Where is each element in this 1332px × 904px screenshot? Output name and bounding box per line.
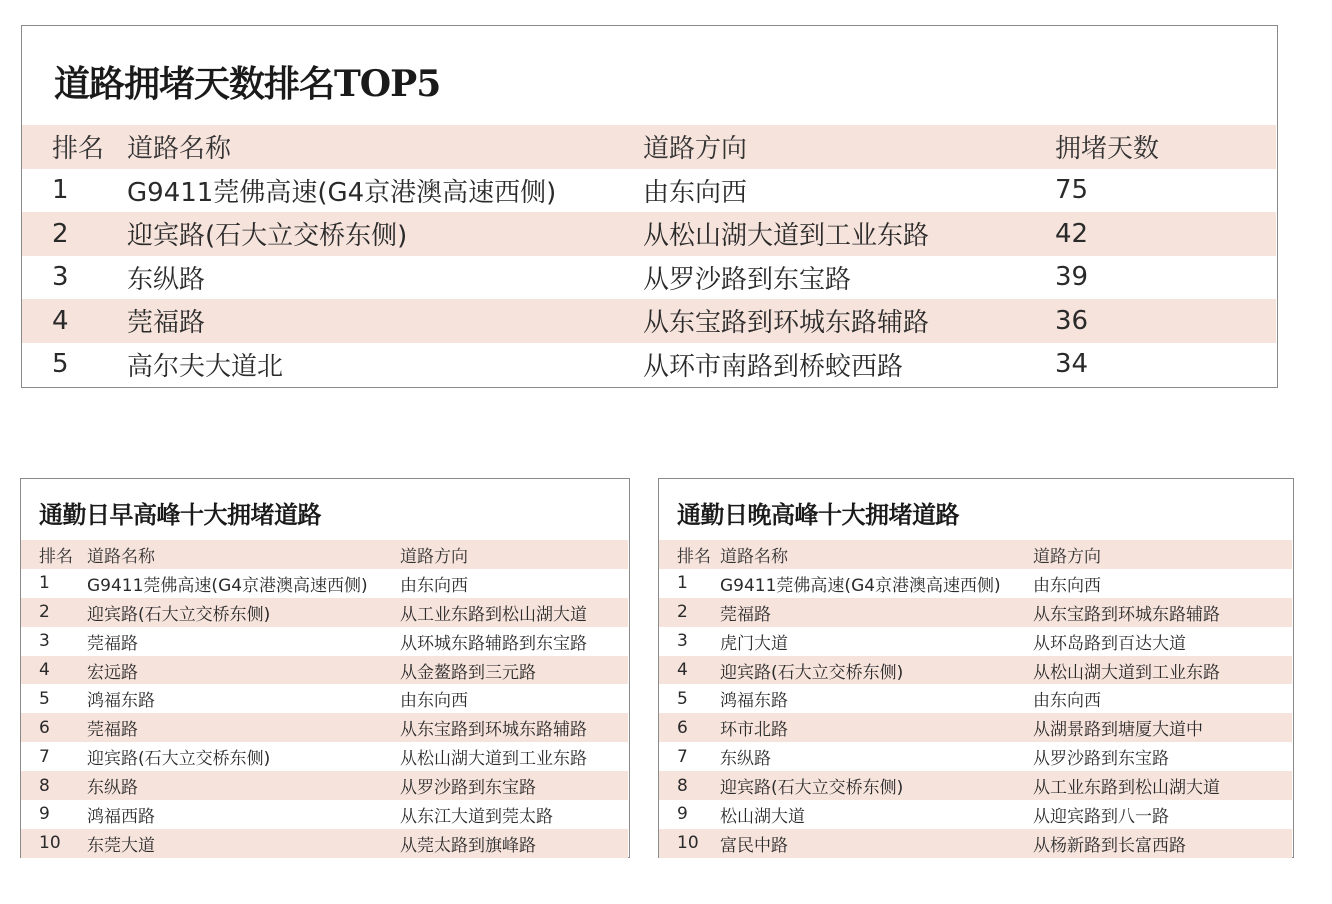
header-direction: 道路方向 bbox=[643, 134, 748, 165]
cell-road: 松山湖大道 bbox=[720, 806, 805, 827]
cell-direction: 由东向西 bbox=[1033, 691, 1101, 712]
cell-road: 莞福路 bbox=[720, 604, 771, 625]
cell-direction: 从罗沙路到东宝路 bbox=[400, 778, 536, 799]
cell-direction: 从罗沙路到东宝路 bbox=[643, 264, 852, 295]
cell-rank: 9 bbox=[39, 804, 50, 825]
morning-table bbox=[21, 540, 628, 858]
top5-title: 道路拥堵天数排名TOP5 bbox=[54, 63, 441, 105]
cell-days: 34 bbox=[1055, 349, 1089, 380]
table-row bbox=[22, 169, 1276, 213]
header-road: 道路名称 bbox=[720, 546, 788, 567]
table-row bbox=[659, 598, 1292, 627]
morning-header-row bbox=[21, 540, 628, 569]
cell-rank: 2 bbox=[39, 602, 50, 623]
cell-direction: 从环岛路到百达大道 bbox=[1033, 633, 1186, 654]
table-row bbox=[22, 299, 1276, 343]
cell-road: 宏远路 bbox=[87, 662, 138, 683]
top5-congestion-panel bbox=[21, 25, 1278, 388]
table-row bbox=[659, 800, 1292, 829]
cell-rank: 10 bbox=[677, 833, 699, 854]
cell-road: 鸿福西路 bbox=[87, 806, 155, 827]
cell-road: 迎宾路(石大立交桥东侧) bbox=[127, 221, 408, 252]
cell-rank: 5 bbox=[677, 688, 688, 709]
cell-road: 迎宾路(石大立交桥东侧) bbox=[87, 749, 271, 770]
evening-title: 通勤日晚高峰十大拥堵道路 bbox=[677, 500, 959, 529]
cell-direction: 从金鳌路到三元路 bbox=[400, 662, 536, 683]
cell-road: 莞福路 bbox=[87, 633, 138, 654]
cell-rank: 3 bbox=[39, 631, 50, 652]
cell-direction: 从工业东路到松山湖大道 bbox=[400, 604, 587, 625]
table-row bbox=[21, 656, 628, 685]
cell-rank: 7 bbox=[677, 746, 688, 767]
cell-road: 虎门大道 bbox=[720, 633, 788, 654]
cell-rank: 3 bbox=[677, 631, 688, 652]
cell-direction: 从工业东路到松山湖大道 bbox=[1033, 778, 1220, 799]
table-row bbox=[659, 771, 1292, 800]
table-row bbox=[21, 800, 628, 829]
cell-rank: 6 bbox=[39, 717, 50, 738]
cell-road: 迎宾路(石大立交桥东侧) bbox=[87, 604, 271, 625]
table-row bbox=[22, 343, 1276, 387]
cell-rank: 3 bbox=[52, 262, 69, 293]
header-rank: 排名 bbox=[52, 134, 105, 165]
cell-road: 环市北路 bbox=[720, 720, 788, 741]
cell-road: G9411莞佛高速(G4京港澳高速西侧) bbox=[127, 177, 557, 208]
table-row bbox=[21, 569, 628, 598]
table-row bbox=[659, 656, 1292, 685]
cell-road: 迎宾路(石大立交桥东侧) bbox=[720, 778, 904, 799]
cell-road: 东纵路 bbox=[87, 778, 138, 799]
cell-rank: 2 bbox=[677, 602, 688, 623]
table-row bbox=[21, 771, 628, 800]
table-row bbox=[659, 829, 1292, 858]
morning-title: 通勤日早高峰十大拥堵道路 bbox=[39, 500, 321, 529]
header-direction: 道路方向 bbox=[1033, 546, 1101, 567]
table-row bbox=[21, 829, 628, 858]
cell-days: 36 bbox=[1055, 305, 1089, 336]
cell-rank: 6 bbox=[677, 717, 688, 738]
cell-road: 莞福路 bbox=[127, 308, 206, 339]
cell-road: 迎宾路(石大立交桥东侧) bbox=[720, 662, 904, 683]
cell-rank: 2 bbox=[52, 218, 69, 249]
cell-rank: 8 bbox=[39, 775, 50, 796]
cell-rank: 4 bbox=[39, 660, 50, 680]
cell-direction: 由东向西 bbox=[643, 177, 748, 208]
header-direction: 道路方向 bbox=[400, 546, 468, 567]
table-row bbox=[21, 742, 628, 771]
cell-direction: 从东宝路到环城东路辅路 bbox=[400, 720, 587, 741]
cell-road: 富民中路 bbox=[720, 835, 788, 856]
cell-days: 39 bbox=[1055, 262, 1089, 293]
cell-direction: 从东宝路到环城东路辅路 bbox=[1033, 604, 1220, 625]
cell-days: 42 bbox=[1055, 218, 1089, 249]
cell-direction: 由东向西 bbox=[1033, 575, 1101, 596]
header-days: 拥堵天数 bbox=[1055, 134, 1160, 165]
table-row bbox=[22, 212, 1276, 256]
cell-road: 东莞大道 bbox=[87, 835, 155, 856]
table-row bbox=[659, 627, 1292, 656]
evening-header-row bbox=[659, 540, 1292, 569]
cell-direction: 从松山湖大道到工业东路 bbox=[1033, 662, 1220, 683]
header-rank: 排名 bbox=[39, 546, 73, 567]
cell-road: 东纵路 bbox=[127, 264, 206, 295]
cell-direction: 从环城东路辅路到东宝路 bbox=[400, 633, 587, 654]
cell-direction: 从迎宾路到八一路 bbox=[1033, 806, 1169, 827]
cell-rank: 5 bbox=[52, 349, 69, 380]
cell-rank: 1 bbox=[677, 573, 688, 594]
cell-rank: 8 bbox=[677, 775, 688, 796]
cell-rank: 7 bbox=[39, 746, 50, 767]
cell-direction: 由东向西 bbox=[400, 691, 468, 712]
cell-road: 东纵路 bbox=[720, 749, 771, 770]
top5-table bbox=[22, 125, 1276, 386]
top5-header-row bbox=[22, 125, 1276, 169]
cell-direction: 由东向西 bbox=[400, 575, 468, 596]
cell-rank: 10 bbox=[39, 833, 61, 854]
cell-rank: 4 bbox=[52, 305, 69, 336]
table-row bbox=[21, 713, 628, 742]
table-row bbox=[659, 713, 1292, 742]
table-row bbox=[659, 569, 1292, 598]
header-road: 道路名称 bbox=[127, 134, 232, 165]
header-road: 道路名称 bbox=[87, 546, 155, 567]
table-row bbox=[21, 598, 628, 627]
cell-rank: 5 bbox=[39, 688, 50, 709]
evening-table bbox=[659, 540, 1292, 858]
cell-rank: 9 bbox=[677, 804, 688, 825]
cell-direction: 从东江大道到莞太路 bbox=[400, 806, 553, 827]
table-row bbox=[659, 742, 1292, 771]
cell-days: 75 bbox=[1055, 175, 1089, 206]
cell-road: 鸿福东路 bbox=[720, 691, 788, 712]
cell-road: 高尔夫大道北 bbox=[127, 351, 284, 382]
cell-road: 鸿福东路 bbox=[87, 691, 155, 712]
cell-direction: 从莞太路到旗峰路 bbox=[400, 835, 536, 856]
table-row bbox=[21, 627, 628, 656]
table-row bbox=[22, 256, 1276, 300]
cell-direction: 从杨新路到长富西路 bbox=[1033, 835, 1186, 856]
cell-direction: 从东宝路到环城东路辅路 bbox=[643, 308, 930, 339]
cell-road: G9411莞佛高速(G4京港澳高速西侧) bbox=[87, 575, 368, 596]
cell-direction: 从松山湖大道到工业东路 bbox=[400, 749, 587, 770]
table-row bbox=[659, 684, 1292, 713]
cell-direction: 从湖景路到塘厦大道中 bbox=[1033, 720, 1203, 741]
cell-direction: 从松山湖大道到工业东路 bbox=[643, 221, 930, 252]
cell-rank: 4 bbox=[677, 660, 688, 680]
table-row bbox=[21, 684, 628, 713]
morning-peak-panel bbox=[20, 478, 630, 858]
evening-peak-panel bbox=[658, 478, 1294, 858]
cell-direction: 从环市南路到桥蛟西路 bbox=[643, 351, 904, 382]
cell-road: G9411莞佛高速(G4京港澳高速西侧) bbox=[720, 575, 1001, 596]
cell-rank: 1 bbox=[52, 175, 69, 206]
cell-road: 莞福路 bbox=[87, 720, 138, 741]
cell-rank: 1 bbox=[39, 573, 50, 594]
header-rank: 排名 bbox=[677, 546, 711, 567]
cell-direction: 从罗沙路到东宝路 bbox=[1033, 749, 1169, 770]
